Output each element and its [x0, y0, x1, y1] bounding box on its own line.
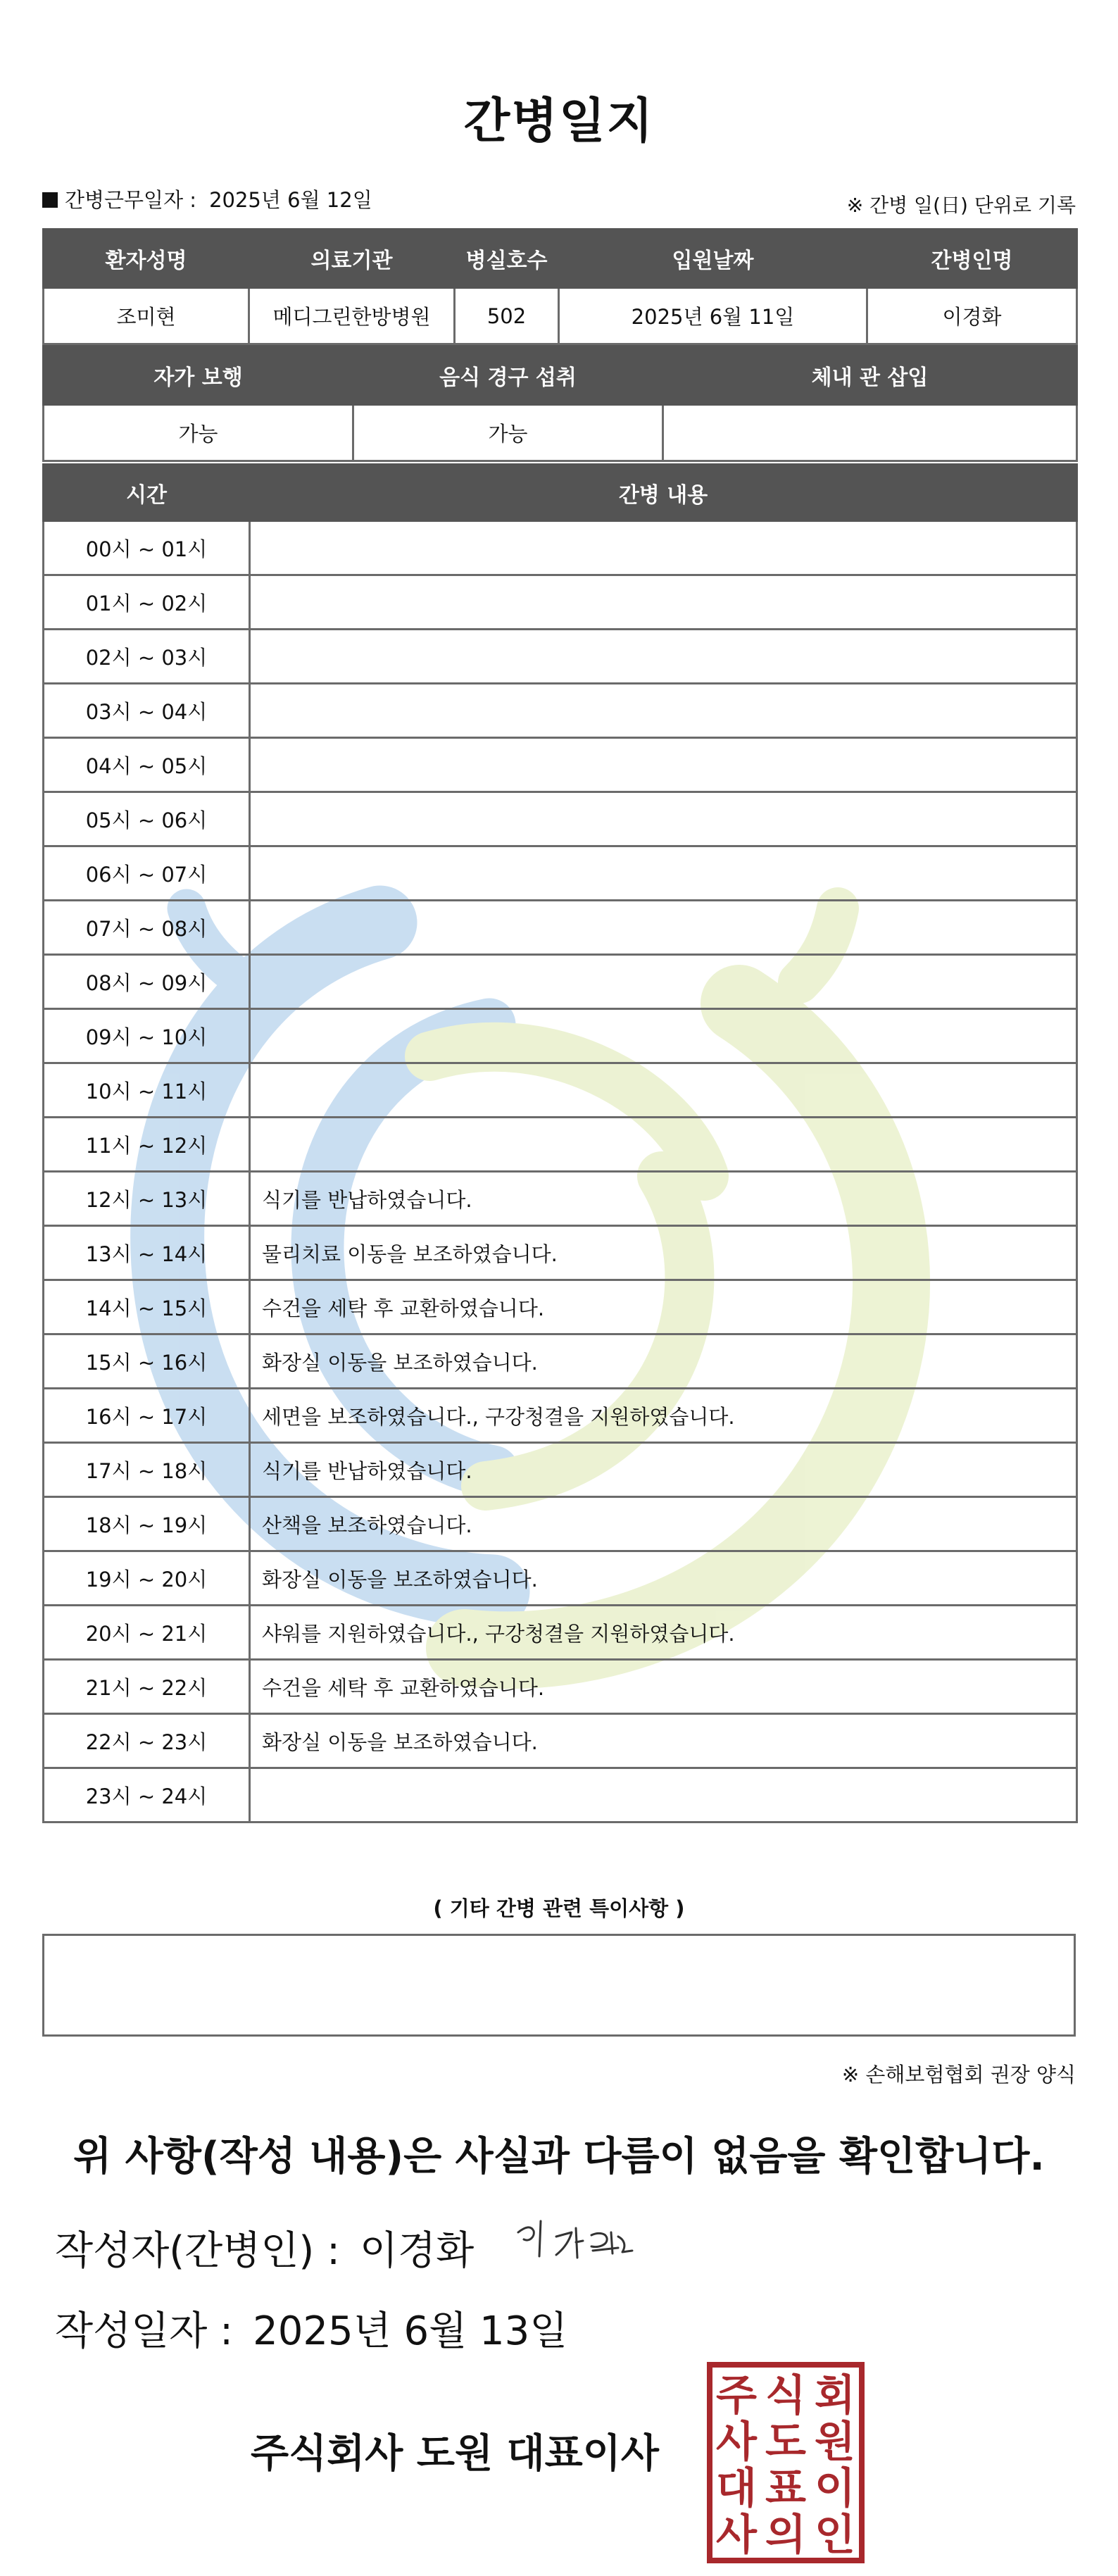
seal-character: 의 — [765, 2511, 806, 2560]
time-slot-cell: 05시 ~ 06시 — [44, 792, 250, 846]
tube-insertion-value — [663, 405, 1077, 461]
author-label: 작성자(간병인) : — [55, 2228, 340, 2274]
table-row — [44, 1009, 1077, 1063]
time-slot-cell: 11시 ~ 12시 — [44, 1118, 250, 1172]
patient-status-value-row — [44, 405, 1077, 461]
table-row — [44, 1172, 1077, 1226]
oral-intake-value: 가능 — [353, 405, 663, 461]
time-slot-cell: 15시 ~ 16시 — [44, 1334, 250, 1389]
time-slot-cell: 18시 ~ 19시 — [44, 1497, 250, 1551]
patient-name: 조미현 — [44, 288, 249, 344]
care-content-cell: 식기를 반납하였습니다. — [250, 1172, 1077, 1226]
page-title: 간병일지 — [463, 94, 655, 149]
care-content-cell — [250, 1118, 1077, 1172]
seal-character: 도 — [765, 2418, 806, 2467]
care-content-cell — [250, 630, 1077, 684]
time-slot-cell: 19시 ~ 20시 — [44, 1551, 250, 1606]
care-content-cell — [250, 521, 1077, 575]
seal-character: 인 — [815, 2511, 855, 2560]
header-care-content: 간병 내용 — [250, 465, 1077, 521]
work-date-value: 2025년 6월 12일 — [209, 188, 372, 212]
table-row — [44, 1606, 1077, 1660]
table-row — [44, 1389, 1077, 1443]
write-date-line — [55, 2300, 567, 2356]
header-patient-name: 환자성명 — [44, 230, 249, 288]
care-content-cell — [250, 575, 1077, 630]
day-unit-note: ※ 간병 일(日) 단위로 기록 — [846, 194, 1076, 217]
header-tube-insertion: 체내 관 삽입 — [663, 346, 1077, 405]
care-content-cell: 화장실 이동을 보조하였습니다. — [250, 1714, 1077, 1768]
care-content-cell — [250, 738, 1077, 792]
time-slot-cell: 03시 ~ 04시 — [44, 684, 250, 738]
seal-character: 표 — [765, 2464, 806, 2513]
seal-character: 이 — [815, 2464, 855, 2513]
table-row — [44, 1443, 1077, 1497]
table-row — [44, 1226, 1077, 1280]
patient-info-header-row — [44, 230, 1077, 288]
schedule-header-row — [44, 465, 1077, 521]
header-self-walking: 자가 보행 — [44, 346, 353, 405]
special-notes-box — [42, 1934, 1076, 2037]
time-slot-cell: 06시 ~ 07시 — [44, 846, 250, 901]
company-seal-stamp — [705, 2361, 866, 2565]
care-content-cell — [250, 1009, 1077, 1063]
table-row — [44, 1551, 1077, 1606]
company-representative: 주식회사 도원 대표이사 — [251, 2431, 659, 2477]
table-row — [44, 901, 1077, 955]
table-row — [44, 521, 1077, 575]
write-date-label: 작성일자 : — [55, 2308, 234, 2354]
care-content-cell: 식기를 반납하였습니다. — [250, 1443, 1077, 1497]
care-content-cell — [250, 901, 1077, 955]
caregiver-name: 이경화 — [867, 288, 1077, 344]
table-row — [44, 1660, 1077, 1714]
care-content-cell: 화장실 이동을 보조하였습니다. — [250, 1334, 1077, 1389]
care-content-cell: 수건을 세탁 후 교환하였습니다. — [250, 1660, 1077, 1714]
work-date-label: 간병근무일자 : — [65, 188, 197, 212]
table-row — [44, 1768, 1077, 1822]
patient-status-table — [42, 345, 1078, 462]
time-slot-cell: 09시 ~ 10시 — [44, 1009, 250, 1063]
self-walking-value: 가능 — [44, 405, 353, 461]
author-line — [55, 2220, 474, 2276]
time-slot-cell: 00시 ~ 01시 — [44, 521, 250, 575]
care-content-cell: 수건을 세탁 후 교환하였습니다. — [250, 1280, 1077, 1334]
seal-character: 회 — [815, 2371, 855, 2420]
patient-info-value-row — [44, 288, 1077, 344]
table-row — [44, 1280, 1077, 1334]
table-row — [44, 684, 1077, 738]
header-hospital: 의료기관 — [249, 230, 455, 288]
form-source-note: ※ 손해보험협회 권장 양식 — [841, 2063, 1076, 2087]
table-row — [44, 1118, 1077, 1172]
time-slot-cell: 12시 ~ 13시 — [44, 1172, 250, 1226]
header-oral-intake: 음식 경구 섭취 — [353, 346, 663, 405]
patient-status-header-row — [44, 346, 1077, 405]
handwritten-signature — [513, 2211, 639, 2268]
header-admission-date: 입원날짜 — [559, 230, 867, 288]
table-row — [44, 738, 1077, 792]
table-row — [44, 630, 1077, 684]
author-name: 이경화 — [359, 2228, 475, 2274]
table-row — [44, 792, 1077, 846]
time-slot-cell: 02시 ~ 03시 — [44, 630, 250, 684]
time-slot-cell: 10시 ~ 11시 — [44, 1063, 250, 1118]
care-content-cell — [250, 1063, 1077, 1118]
time-slot-cell: 16시 ~ 17시 — [44, 1389, 250, 1443]
time-slot-cell: 13시 ~ 14시 — [44, 1226, 250, 1280]
hospital-name: 메디그린한방병원 — [249, 288, 455, 344]
write-date-value: 2025년 6월 13일 — [253, 2308, 568, 2354]
care-content-cell: 화장실 이동을 보조하였습니다. — [250, 1551, 1077, 1606]
seal-character: 대 — [716, 2464, 757, 2513]
seal-character: 사 — [716, 2511, 757, 2560]
care-content-cell — [250, 684, 1077, 738]
time-slot-cell: 04시 ~ 05시 — [44, 738, 250, 792]
seal-character: 식 — [765, 2371, 806, 2420]
patient-info-table — [42, 228, 1078, 345]
square-bullet-icon — [42, 192, 58, 208]
time-slot-cell: 23시 ~ 24시 — [44, 1768, 250, 1822]
table-row — [44, 575, 1077, 630]
time-slot-cell: 21시 ~ 22시 — [44, 1660, 250, 1714]
header-caregiver-name: 간병인명 — [867, 230, 1077, 288]
time-slot-cell: 14시 ~ 15시 — [44, 1280, 250, 1334]
schedule-body — [44, 521, 1077, 1822]
header-time: 시간 — [44, 465, 250, 521]
care-schedule-table — [42, 463, 1078, 1823]
care-content-cell: 산책을 보조하였습니다. — [250, 1497, 1077, 1551]
care-content-cell — [250, 846, 1077, 901]
table-row — [44, 1334, 1077, 1389]
admission-date: 2025년 6월 11일 — [559, 288, 867, 344]
care-content-cell — [250, 792, 1077, 846]
seal-character: 사 — [716, 2418, 757, 2467]
seal-character: 주 — [716, 2371, 757, 2420]
time-slot-cell: 07시 ~ 08시 — [44, 901, 250, 955]
table-row — [44, 1497, 1077, 1551]
time-slot-cell: 17시 ~ 18시 — [44, 1443, 250, 1497]
care-content-cell: 물리치료 이동을 보조하였습니다. — [250, 1226, 1077, 1280]
time-slot-cell: 08시 ~ 09시 — [44, 955, 250, 1009]
table-row — [44, 1714, 1077, 1768]
room-number: 502 — [455, 288, 559, 344]
notes-heading: ( 기타 간병 관련 특이사항 ) — [433, 1896, 685, 1920]
time-slot-cell: 01시 ~ 02시 — [44, 575, 250, 630]
header-room-number: 병실호수 — [455, 230, 559, 288]
care-content-cell — [250, 1768, 1077, 1822]
time-slot-cell: 20시 ~ 21시 — [44, 1606, 250, 1660]
time-slot-cell: 22시 ~ 23시 — [44, 1714, 250, 1768]
table-row — [44, 846, 1077, 901]
seal-character: 원 — [815, 2418, 855, 2467]
table-row — [44, 955, 1077, 1009]
care-content-cell — [250, 955, 1077, 1009]
care-content-cell: 샤워를 지원하였습니다., 구강청결을 지원하였습니다. — [250, 1606, 1077, 1660]
confirmation-statement: 위 사항(작성 내용)은 사실과 다름이 없음을 확인합니다. — [73, 2134, 1045, 2180]
care-content-cell: 세면을 보조하였습니다., 구강청결을 지원하였습니다. — [250, 1389, 1077, 1443]
table-row — [44, 1063, 1077, 1118]
work-date-line — [42, 185, 372, 213]
